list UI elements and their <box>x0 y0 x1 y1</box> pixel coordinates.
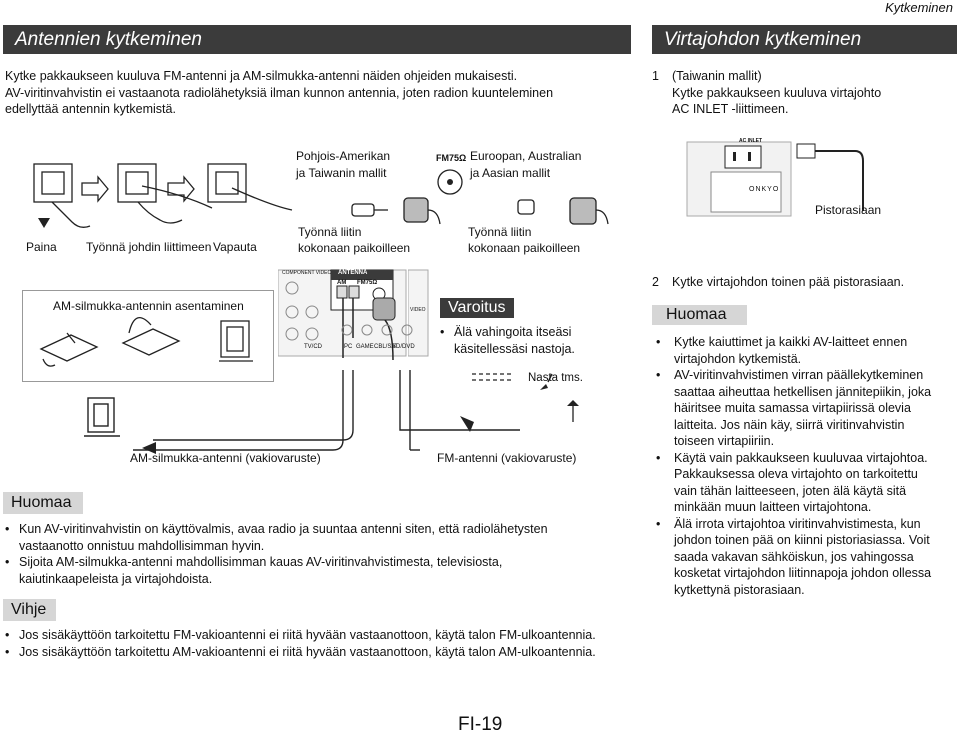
tip-item: • Jos sisäkäyttöön tarkoitettu AM-vakioantenni ei riitä hyvään vastaanottoon, käytä talon AM-ulkoantennia. <box>5 644 645 661</box>
note-line: Pakkauksessa oleva virtajohto on tarkoitettu <box>674 467 918 481</box>
step-number: 1 <box>652 69 659 83</box>
outlet-label: Pistorasiaan <box>815 203 882 217</box>
note-line: • Kytke kaiuttimet ja kaikki AV-laitteet ennen <box>674 335 908 349</box>
tip-list <box>5 627 645 660</box>
panel-label-tvcd: TV/CD <box>304 344 322 350</box>
note-line: vastaanotto onnistuu mahdollisimman hyvin. <box>19 538 265 553</box>
pointer-arrow <box>555 400 615 440</box>
left-section-title: Antennien kytkeminen <box>3 25 631 54</box>
antenna-panel-label: ANTENNA <box>338 270 368 276</box>
pin-label: Nasta tms. <box>528 372 583 384</box>
note-line: • AV-viritinvahvistimen virran päällekytkeminen <box>674 368 924 382</box>
note-line: kaiutinkaapeleista ja virtajohdoista. <box>19 571 213 586</box>
tip-item: • Jos sisäkäyttöön tarkoitettu FM-vakioantenni ei riitä hyvään vastaanottoon, käytä talon FM-ulkoantennia. <box>5 627 645 644</box>
fm-antenna-label: FM-antenni (vakiovaruste) <box>437 451 577 465</box>
warning-box <box>440 298 610 357</box>
intro-text <box>5 68 625 118</box>
panel-label-component: COMPONENT VIDEO <box>282 270 332 276</box>
label-tyonna-johdin: Työnnä johdin liittimeen <box>86 240 212 254</box>
fm-terminal-label: FM75Ω <box>357 280 378 286</box>
note-line: toiseen virtapiiriin. <box>674 434 775 448</box>
right-section-title: Virtajohdon kytkeminen <box>652 25 957 54</box>
tip-title <box>3 599 56 621</box>
push-line: kokonaan paikoilleen <box>468 241 581 255</box>
ac-inlet-label: AC INLET <box>739 138 763 144</box>
panel-label-pc: PC <box>344 344 353 350</box>
label-vapauta: Vapauta <box>213 240 257 254</box>
right-note-item <box>656 516 956 599</box>
push-line: Työnnä liitin <box>298 225 362 239</box>
warning-line: • Älä vahingoita itseäsi <box>454 325 572 339</box>
antenna-wires <box>80 340 560 500</box>
note-line: kosketat virtajohdon liitinnapoja johdon ollessa <box>674 566 932 580</box>
panel-label-game: GAME <box>356 344 374 350</box>
label-paina: Paina <box>26 240 57 254</box>
note-line: virtajohdon kytkemistä. <box>674 351 802 366</box>
step-line: AC INLET -liittimeen. <box>672 102 789 116</box>
note-line: • Sijoita AM-silmukka-antenni mahdollisimman kauas AV-viritinvahvistimesta, televisiosta, <box>19 555 503 569</box>
note-title <box>3 492 83 514</box>
right-note-item <box>656 450 956 516</box>
note-line: laitteita. Jos näin käy, siirrä viritinvahvistin <box>674 417 905 432</box>
am-antenna-label: AM-silmukka-antenni (vakiovaruste) <box>130 451 321 465</box>
right-note-list <box>656 334 956 598</box>
page-number: FI-19 <box>458 714 503 735</box>
intro-line: AV-viritinvahvistin ei vastaanota radiolähetyksiä ilman kunnon antennia, joten radion kuunteleminen <box>5 85 554 100</box>
note-item <box>5 554 625 587</box>
label-na-model <box>296 148 390 182</box>
warning-title: Varoitus <box>440 298 514 318</box>
warning-text <box>440 324 610 357</box>
note-line: • Kun AV-viritinvahvistin on käyttövalmis, avaa radio ja suuntaa antenni siten, että radiolähetysten <box>19 522 548 536</box>
step-text: Kytke virtajohdon toinen pää pistorasiaan. <box>672 275 905 289</box>
right-note-tag: Huomaa <box>652 305 747 325</box>
eu-model-line: Euroopan, Australian <box>470 149 582 163</box>
note-line: saada vakavan sähköiskun, jos vahingossa <box>674 549 914 564</box>
note-line: häiritsee muita samassa virtapiirissä olevia <box>674 401 911 415</box>
na-model-line: Pohjois-Amerikan <box>296 149 391 163</box>
note-line: saattaa aiheuttaa hetkellisen jännitepiikin, joka <box>674 384 932 399</box>
intro-line: edellyttää antennin kytkemistä. <box>5 102 176 116</box>
connector-diagram-strip <box>22 140 682 260</box>
note-line: minkään muun laitteen virtajohtona. <box>674 500 872 514</box>
intro-line: Kytke pakkaukseen kuuluva FM-antenni ja AM-silmukka-antenni näiden ohjeiden mukaisesti. <box>5 69 518 83</box>
note-item <box>5 521 625 554</box>
step-1 <box>652 68 952 118</box>
label-push-2 <box>468 224 580 256</box>
eu-model-line: ja Aasian mallit <box>470 166 551 180</box>
step-number: 2 <box>652 275 659 289</box>
am-setup-title: AM-silmukka-antennin asentaminen <box>53 299 244 313</box>
brand-logo: ONKYO <box>749 186 780 193</box>
label-push-1 <box>298 224 410 256</box>
label-eu-model <box>470 148 581 182</box>
panel-label-video: VIDEO <box>410 307 426 313</box>
na-model-line: ja Taiwanin mallit <box>296 166 387 180</box>
right-note-item <box>656 367 956 450</box>
step-2 <box>652 274 952 291</box>
right-note-item <box>656 334 956 367</box>
am-terminal-label: AM <box>337 280 347 286</box>
warning-line: käsitellessäsi nastoja. <box>454 341 575 356</box>
note-line: vain tähän laitteeseen, joten älä käytä sitä <box>674 483 907 498</box>
label-fm75: FM75Ω <box>436 153 467 163</box>
note-line: • Käytä vain pakkaukseen kuuluvaa virtajohtoa. <box>674 450 928 465</box>
note-line: • Älä irrota virtajohtoa viritinvahvistimesta, kun <box>674 516 921 531</box>
push-line: Työnnä liitin <box>468 225 532 239</box>
section-tag: Kytkeminen <box>885 0 953 15</box>
tip-tag: Vihje <box>3 599 56 621</box>
push-line: kokonaan paikoilleen <box>298 241 411 255</box>
note-list <box>5 521 625 587</box>
note-line: johdon toinen pää on kiinni pistoriasiassa. Voit <box>674 533 930 547</box>
step-line: Kytke pakkaukseen kuuluva virtajohto <box>672 85 882 100</box>
panel-label-cblsat: CBL/SAT <box>374 344 399 350</box>
note-tag: Huomaa <box>3 492 83 514</box>
step-line: (Taiwanin mallit) <box>672 69 762 83</box>
panel-label-bddvd: BD/DVD <box>392 344 415 350</box>
note-line: kytkettynä pistorasiaan. <box>674 582 805 597</box>
